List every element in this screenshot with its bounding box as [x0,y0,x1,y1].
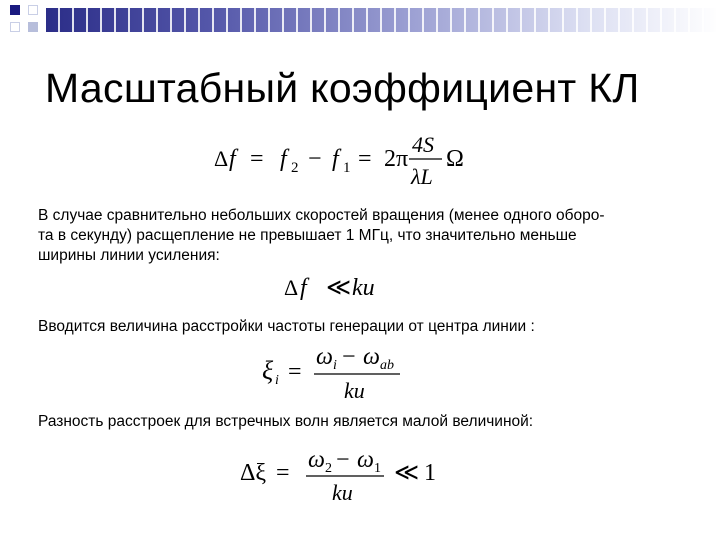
formula-symbol: f [229,146,236,172]
formula-subscript: ab [380,358,394,373]
formula-inequality [284,270,394,311]
formula-difference-svg [238,447,448,509]
formula-symbol: = [358,146,372,172]
formula-inequality-svg [284,270,394,306]
formula-subscript: 1 [374,461,381,476]
formula-symbol: 2π [384,146,409,172]
formula-symbol: Δ [284,275,299,300]
paragraph-detuning [38,317,703,337]
formula-symbol: Ω [446,146,464,172]
formula-symbol: − [342,344,356,370]
formula-detuning [258,342,408,409]
formula-numerator: ω [357,447,374,473]
formula-numerator: 4S [412,132,434,157]
corner-square-light [28,22,38,32]
text-line: Разность расстроек для встречных волн является малой величиной: [38,413,534,430]
formula-symbol: ξ [262,356,274,385]
formula-numerator: ω [308,447,325,473]
corner-square-outline [28,5,38,15]
formula-symbol: ≪ [326,275,352,301]
formula-denominator: ku [332,480,353,505]
formula-symbol: ≪ [394,460,420,486]
formula-denominator: λL [411,164,433,189]
formula-symbol: f [280,146,287,172]
formula-symbol: ku [352,275,375,301]
formula-numerator: ω [363,344,380,370]
text-line: ширины линии усиления: [38,247,220,264]
formula-numerator: ω [316,344,333,370]
formula-symbol: 1 [424,460,436,486]
formula-symbol: − [336,447,350,473]
formula-symbol: − [308,146,322,172]
formula-detuning-svg [258,342,408,404]
formula-symbol: = [288,359,302,385]
formula-difference [238,447,448,514]
text-line: та в секунду) расщепление не превышает 1 МГц, что значительно меньше [38,227,577,244]
top-decoration [0,0,720,40]
formula-subscript: i [275,373,279,388]
text-line: В случае сравнительно небольших скоростей вращения (менее одного оборо- [38,207,605,224]
formula-symbol: f [332,146,339,172]
formula-symbol: = [250,146,264,172]
paragraph-splitting [38,206,703,266]
gradient-stripe-band [46,8,720,32]
formula-symbol: Δξ [240,460,267,486]
text-line: Вводится величина расстройки частоты генерации от центра линии : [38,318,535,335]
formula-subscript: 1 [343,160,351,176]
corner-square-outline [10,22,20,32]
formula-denominator: ku [344,378,365,403]
slide-title: Масштабный коэффициент КЛ [45,65,640,111]
formula-symbol: Δ [214,146,229,171]
corner-square-dark [10,5,20,15]
paragraph-difference [38,412,703,432]
formula-splitting [214,126,484,197]
formula-symbol: = [276,460,290,486]
formula-splitting-svg [214,126,484,192]
formula-subscript: i [333,358,337,373]
formula-symbol: f [300,275,307,301]
formula-subscript: 2 [325,461,332,476]
formula-subscript: 2 [291,160,299,176]
